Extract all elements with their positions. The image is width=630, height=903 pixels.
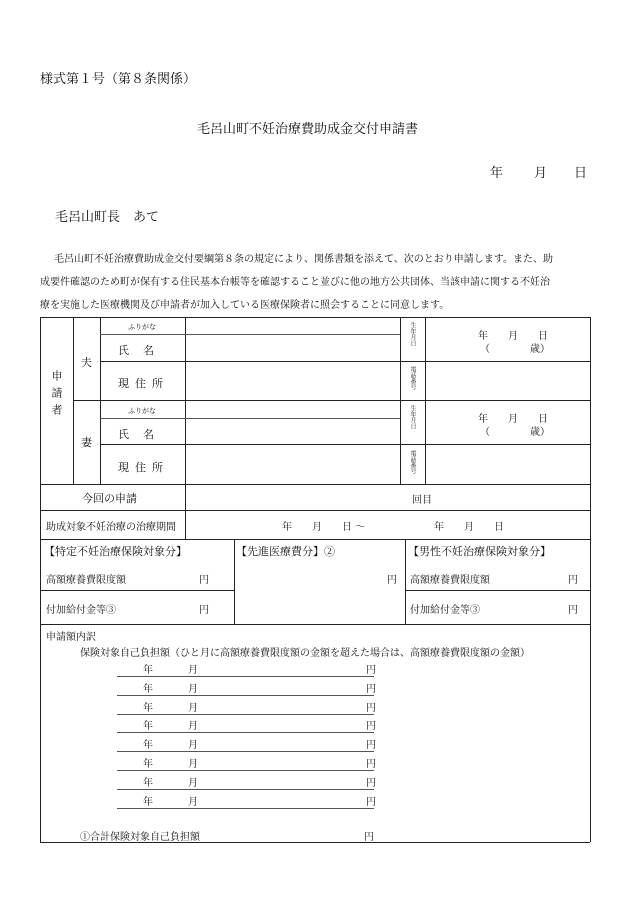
application-count-value[interactable]: 回目 — [412, 495, 432, 506]
wife-phone-input[interactable] — [426, 445, 589, 484]
row-yen: 円 — [366, 740, 376, 751]
category-specific: 【特定不妊治療保険対象分】 — [44, 545, 187, 558]
row-year: 年 — [143, 703, 153, 714]
row-underline — [117, 789, 374, 790]
male-additional-label: 付加給付金等③ — [410, 605, 480, 616]
row-year: 年 — [143, 797, 153, 808]
wife-address-input[interactable] — [186, 445, 400, 484]
husband-birth-label: 生年月日 — [409, 322, 416, 346]
specific-high-cost-label: 高額療養費限度額 — [46, 575, 126, 586]
wife-name-label: 氏名 — [118, 428, 168, 441]
husband-phone-label: 電話番号 — [409, 366, 416, 390]
husband-phone-input[interactable] — [426, 362, 589, 400]
row-yen: 円 — [366, 797, 376, 808]
row-year: 年 — [143, 684, 153, 695]
breakdown-total-label: ①合計保険対象自己負担額 — [80, 832, 200, 843]
row-yen: 円 — [366, 721, 376, 732]
row-month: 月 — [188, 703, 198, 714]
row-yen: 円 — [366, 703, 376, 714]
row-month: 月 — [188, 721, 198, 732]
husband-age[interactable]: （ 歳） — [480, 344, 550, 355]
row-month: 月 — [188, 665, 198, 676]
date-day[interactable]: 日 — [574, 166, 588, 181]
addressee: 毛呂山町長 あて — [55, 210, 160, 225]
row-underline — [117, 695, 374, 696]
wife-birth-date[interactable]: 年 月 日 — [478, 414, 548, 425]
row-yen: 円 — [366, 759, 376, 770]
row-year: 年 — [143, 740, 153, 751]
husband-furigana-label: ふりがな — [128, 323, 156, 331]
intro-line-2: 成要件確認のため町が保有する住民基本台帳等を確認すること並びに他の地方公共団体、当該申請に関する不妊治 — [40, 277, 550, 288]
row-month: 月 — [188, 684, 198, 695]
intro-line-3: 療を実施した医療機関及び申請者が加入している医療保険者に照会することに同意します。 — [40, 300, 450, 311]
row-year: 年 — [143, 759, 153, 770]
wife-phone-label: 電話番号 — [409, 450, 416, 474]
male-additional-yen[interactable]: 円 — [568, 605, 578, 616]
treatment-period-label: 助成対象不妊治療の治療期間 — [46, 522, 176, 533]
specific-additional-yen[interactable]: 円 — [199, 605, 209, 616]
row-year: 年 — [143, 665, 153, 676]
wife-address-label: 現住所 — [118, 461, 169, 474]
applicant-label: 申請者 — [50, 370, 63, 421]
breakdown-total-yen[interactable]: 円 — [364, 832, 374, 843]
husband-name-input[interactable] — [186, 335, 400, 361]
breakdown-label: 申請額内訳 — [46, 632, 96, 643]
date-month[interactable]: 月 — [534, 166, 548, 181]
husband-birth-date[interactable]: 年 月 日 — [478, 331, 548, 342]
wife-furigana-label: ふりがな — [128, 407, 156, 415]
row-month: 月 — [188, 778, 198, 789]
husband-address-label: 現住所 — [118, 377, 169, 390]
specific-additional-label: 付加給付金等③ — [46, 605, 116, 616]
treatment-period-to[interactable]: 年 月 日 — [434, 522, 504, 533]
row-year: 年 — [143, 721, 153, 732]
wife-furigana-input[interactable] — [186, 401, 400, 418]
page-title: 毛呂山町不妊治療費助成金交付申請書 — [197, 122, 419, 137]
wife-label: 妻 — [81, 436, 92, 449]
husband-name-label: 氏名 — [118, 344, 168, 357]
wife-birth-label: 生年月日 — [409, 405, 416, 429]
row-underline — [117, 770, 374, 771]
row-underline — [117, 808, 374, 809]
row-month: 月 — [188, 740, 198, 751]
row-underline — [117, 732, 374, 733]
wife-age[interactable]: （ 歳） — [480, 427, 550, 438]
husband-furigana-input[interactable] — [186, 318, 400, 334]
row-yen: 円 — [366, 778, 376, 789]
row-underline — [117, 714, 374, 715]
male-high-cost-yen[interactable]: 円 — [568, 575, 578, 586]
row-year: 年 — [143, 778, 153, 789]
male-high-cost-label: 高額療養費限度額 — [410, 575, 490, 586]
intro-line-1: 毛呂山町不妊治療費助成金交付要綱第８条の規定により、関係書類を添えて、次のとおり申請します。また、助 — [54, 254, 553, 265]
husband-address-input[interactable] — [186, 362, 400, 400]
advanced-yen[interactable]: 円 — [387, 575, 397, 586]
form-number: 様式第１号（第８条関係） — [40, 72, 197, 87]
date-year[interactable]: 年 — [490, 166, 504, 181]
husband-label: 夫 — [81, 356, 92, 369]
specific-high-cost-yen[interactable]: 円 — [199, 575, 209, 586]
row-yen: 円 — [366, 665, 376, 676]
row-yen: 円 — [366, 684, 376, 695]
row-underline — [117, 676, 374, 677]
row-underline — [117, 751, 374, 752]
category-male: 【男性不妊治療保険対象分】 — [408, 545, 551, 558]
row-month: 月 — [188, 797, 198, 808]
category-advanced: 【先進医療費分】② — [236, 545, 335, 558]
wife-name-input[interactable] — [186, 419, 400, 444]
row-month: 月 — [188, 759, 198, 770]
breakdown-description: 保険対象自己負担額（ひと月に高額療養費限度額の金額を超えた場合は、高額療養費限度額の金額） — [80, 648, 530, 659]
treatment-period-from[interactable]: 年 月 日 ～ — [282, 522, 366, 533]
application-count-label: 今回の申請 — [82, 492, 137, 505]
